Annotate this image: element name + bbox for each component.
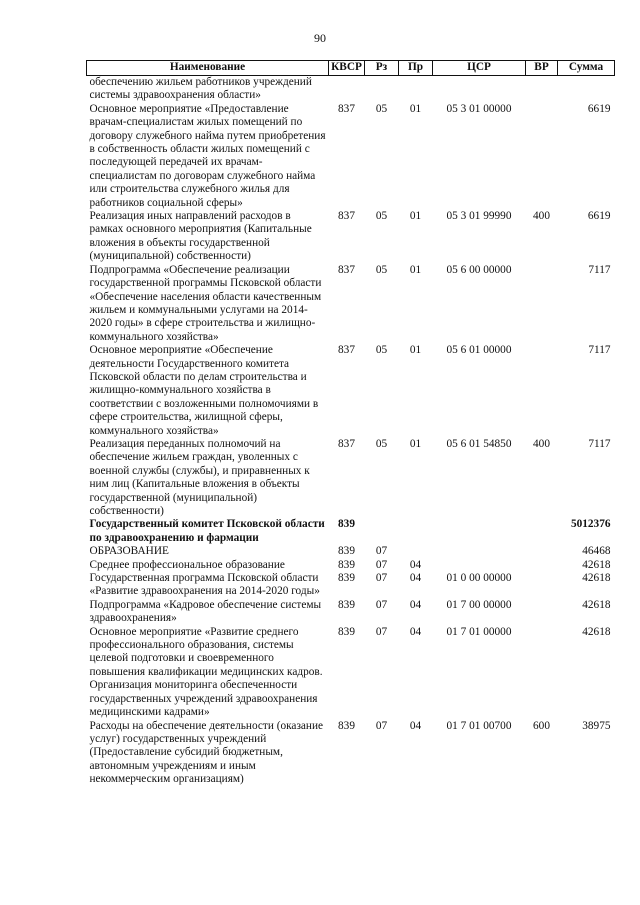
cell-pr: 01: [409, 102, 422, 115]
cell-kvsr: 839: [338, 545, 355, 558]
cell-sum: 7117: [588, 263, 611, 276]
cell-sum: 46468: [582, 545, 611, 558]
cell-rz: [365, 518, 399, 545]
cell-vr: [526, 264, 558, 344]
cell-vr: 400: [533, 437, 550, 450]
header-kvsr: КВСР: [329, 61, 365, 76]
cell-pr: 01: [409, 437, 422, 450]
cell-vr: [526, 572, 558, 599]
cell-rz: [365, 76, 399, 103]
table-row: [87, 559, 615, 572]
cell-name: ОБРАЗОВАНИЕ: [89, 545, 169, 558]
cell-rz: 05: [375, 437, 388, 450]
cell-name: Подпрограмма «Кадровое обеспечение системы здравоохранения»: [89, 598, 322, 625]
cell-pr: 01: [409, 210, 422, 223]
cell-csr: [433, 76, 526, 103]
cell-csr: 01 7 01 00000: [446, 625, 512, 638]
table-row: [87, 264, 615, 344]
cell-vr: [526, 626, 558, 720]
table-row: [87, 720, 615, 787]
cell-vr: [526, 344, 558, 438]
cell-kvsr: 839: [338, 518, 355, 531]
cell-rz: 05: [375, 263, 388, 276]
cell-kvsr: 839: [338, 719, 355, 732]
cell-rz: 07: [375, 572, 388, 585]
cell-kvsr: 837: [338, 263, 355, 276]
table-row: [87, 344, 615, 438]
cell-name: Основное мероприятие «Обеспечение деятельности Государственного комитета Псковской области по делам строительства и жилищно-коммунального хозяйства в соответствии с возложенными полномочиями в сфере строительства, жилищной сферы, коммунального хозяйства»: [89, 344, 319, 437]
cell-pr: [399, 76, 433, 103]
cell-vr: [526, 103, 558, 210]
cell-sum: 6619: [587, 102, 611, 115]
cell-csr: 05 3 01 99990: [446, 210, 512, 223]
cell-csr: 01 7 01 00700: [446, 719, 512, 732]
cell-pr: 04: [409, 572, 422, 585]
header-sum: Сумма: [558, 61, 615, 76]
cell-pr: 04: [409, 625, 422, 638]
cell-csr: [433, 545, 526, 558]
cell-vr: [526, 599, 558, 626]
page-number: 90: [314, 31, 326, 45]
cell-sum: 7117: [588, 437, 611, 450]
table-row: [87, 545, 615, 558]
cell-csr: [433, 559, 526, 572]
table-body: [87, 76, 615, 787]
header-csr: ЦСР: [433, 61, 526, 76]
cell-name: Государственная программа Псковской области «Развитие здравоохранения на 2014-2020 годы»: [89, 572, 320, 598]
cell-kvsr: 839: [338, 598, 355, 611]
cell-csr: 05 6 01 00000: [446, 344, 512, 357]
cell-vr: 600: [533, 719, 550, 732]
cell-sum: 42618: [582, 625, 611, 638]
cell-kvsr: 837: [338, 210, 355, 223]
cell-pr: 01: [409, 344, 422, 357]
cell-sum: 42618: [582, 598, 611, 611]
cell-sum: 5012376: [570, 518, 611, 531]
cell-kvsr: 837: [338, 437, 355, 450]
cell-sum: 7117: [588, 344, 611, 357]
cell-sum: 6619: [587, 210, 611, 223]
cell-vr: [526, 545, 558, 558]
cell-sum: [558, 76, 615, 103]
cell-rz: 07: [375, 625, 388, 638]
cell-csr: 05 3 01 00000: [446, 102, 512, 115]
cell-name: Государственный комитет Псковской области по здравоохранению и фармации: [89, 518, 325, 544]
cell-kvsr: 837: [338, 344, 355, 357]
cell-name: Реализация переданных полномочий на обеспечение жильем граждан, уволенных с военной службы (службы), и приравненных к ним лиц (Капитальные вложения в объекты государственной (муниципальной) собственности): [89, 437, 310, 517]
table-row: [87, 103, 615, 210]
cell-csr: 01 7 00 00000: [446, 598, 512, 611]
cell-csr: 01 0 00 00000: [446, 572, 512, 585]
cell-name: Реализация иных направлений расходов в рамках основного мероприятия (Капитальные вложения в объекты государственной (муниципальной) собственности): [89, 210, 312, 263]
cell-rz: 05: [375, 102, 388, 115]
cell-name: обеспечению жильем работников учреждений системы здравоохранения области»: [89, 76, 312, 102]
cell-csr: [433, 518, 526, 545]
cell-sum: 38975: [582, 719, 611, 732]
table-row: [87, 210, 615, 264]
cell-kvsr: 839: [338, 558, 355, 571]
cell-rz: 07: [375, 719, 388, 732]
cell-sum: 42618: [582, 558, 611, 571]
cell-pr: 01: [409, 263, 422, 276]
cell-pr: 04: [409, 598, 422, 611]
cell-pr: 04: [409, 719, 422, 732]
cell-rz: 05: [375, 210, 388, 223]
cell-vr: [526, 518, 558, 545]
header-rz: Рз: [365, 61, 399, 76]
cell-vr: [526, 76, 558, 103]
cell-pr: [399, 545, 433, 558]
header-name: Наименование: [87, 61, 329, 76]
cell-kvsr: 839: [338, 572, 355, 585]
cell-rz: 07: [375, 558, 388, 571]
cell-sum: 42618: [582, 572, 611, 585]
table-row: [87, 572, 615, 599]
table-header-row: [87, 61, 615, 76]
budget-table: [86, 60, 615, 787]
cell-kvsr: [329, 76, 365, 103]
table-row: [87, 438, 615, 518]
cell-csr: 05 6 01 54850: [446, 437, 512, 450]
cell-name: Основное мероприятие «Развитие среднего профессионального образования, системы целевой подготовки и своевременного повышения квалификации медицинских кадров. Организация мониторинга обеспеченности государственных учреждений здравоохранения медицинскими кадрами»: [89, 625, 323, 719]
cell-pr: 04: [409, 558, 422, 571]
cell-vr: [526, 559, 558, 572]
table-row: [87, 599, 615, 626]
table-row: [87, 518, 615, 545]
cell-csr: 05 6 00 00000: [446, 263, 512, 276]
cell-pr: [399, 518, 433, 545]
cell-name: Основное мероприятие «Предоставление врачам-специалистам жилых помещений по договору служебного найма путем приобретения в собственность области жилых помещений с последующей передачей их врачам-специалистам по договорам служебного найма или строительства служебного жилья для работников социальной сферы»: [89, 102, 326, 209]
cell-name: Подпрограмма «Обеспечение реализации государственной программы Псковской области «Обеспечение населения области качественным жильем и коммунальными услугами на 2014-2020 годы» в сфере строительства и жилищно-коммунального хозяйства»: [89, 263, 322, 343]
header-vr: ВР: [526, 61, 558, 76]
cell-name: Среднее профессиональное образование: [89, 558, 285, 571]
table-row: [87, 626, 615, 720]
cell-rz: 07: [375, 598, 388, 611]
cell-rz: 07: [375, 545, 388, 558]
cell-rz: 05: [375, 344, 388, 357]
cell-kvsr: 837: [338, 102, 355, 115]
header-pr: Пр: [399, 61, 433, 76]
table-row: [87, 76, 615, 103]
cell-vr: 400: [533, 210, 550, 223]
cell-name: Расходы на обеспечение деятельности (оказание услуг) государственных учреждений (Предоставление субсидий бюджетным, автономным учреждениям и иным некоммерческим организациям): [89, 719, 324, 786]
cell-kvsr: 839: [338, 625, 355, 638]
